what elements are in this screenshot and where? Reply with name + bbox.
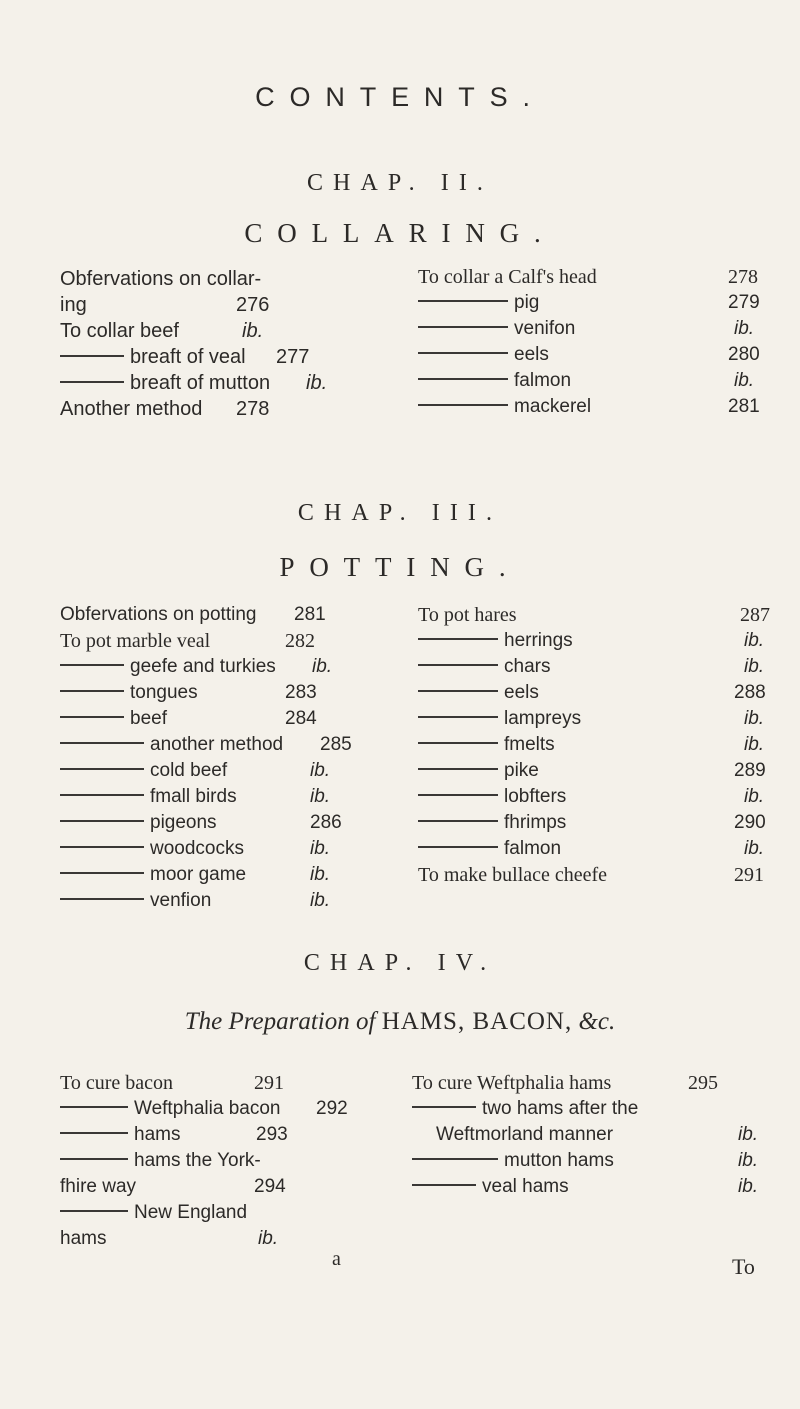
toc-entry: mutton hams ib.: [412, 1150, 772, 1176]
catchword: To: [732, 1254, 755, 1279]
toc-entry: fhrimps 290: [418, 812, 768, 838]
chap4-heading: CHAP. IV.: [303, 950, 497, 976]
toc-entry: eels 288: [418, 682, 768, 708]
toc-entry: To collar a Calf's head 278: [418, 266, 758, 288]
toc-entry: falmon ib.: [418, 370, 768, 396]
toc-entry: chars ib.: [418, 656, 768, 682]
toc-entry: woodcocks ib.: [60, 838, 400, 864]
toc-entry: pigeons 286: [60, 812, 400, 838]
toc-entry: lampreys ib.: [418, 708, 768, 734]
toc-entry: herrings ib.: [418, 630, 768, 656]
toc-entry: beef 284: [60, 708, 400, 734]
toc-entry: Another method 278: [60, 398, 270, 420]
toc-entry: breaft of mutton ib.: [60, 372, 390, 398]
toc-entry: pig 279: [418, 292, 768, 318]
chap4-left-column: [60, 1072, 400, 1254]
toc-entry: hams ib.: [60, 1228, 279, 1249]
toc-entry: venifon ib.: [418, 318, 768, 344]
chap3-subject: POTTING.: [279, 552, 521, 582]
toc-entry: breaft of veal 277: [60, 346, 390, 372]
toc-entry: New England: [60, 1202, 400, 1228]
toc-entry: To pot hares 287: [418, 604, 770, 626]
toc-entry: falmon ib.: [418, 838, 768, 864]
toc-entry: venfion ib.: [60, 890, 400, 916]
toc-entry: To make bullace cheefe 291: [418, 864, 764, 886]
toc-entry: Obfervations on collar-: [60, 268, 262, 290]
chap2-heading: CHAP. II.: [306, 170, 494, 196]
toc-entry: veal hams ib.: [412, 1176, 772, 1202]
toc-entry: ing 276: [60, 294, 270, 316]
toc-entry: tongues 283: [60, 682, 400, 708]
toc-entry: fmelts ib.: [418, 734, 768, 760]
chap2-right-column: [418, 266, 768, 422]
chap4-subject: The Preparation of HAMS, BACON, &c.: [184, 1008, 616, 1035]
toc-entry: To cure Weftphalia hams 295: [412, 1072, 718, 1094]
toc-entry: Obfervations on potting 281: [60, 604, 326, 625]
toc-entry: pike 289: [418, 760, 768, 786]
toc-entry: mackerel 281: [418, 396, 768, 422]
toc-entry: lobfters ib.: [418, 786, 768, 812]
chap4-right-column: [412, 1072, 772, 1202]
toc-entry: cold beef ib.: [60, 760, 400, 786]
chap3-heading: CHAP. III.: [297, 500, 503, 526]
toc-entry: two hams after the: [412, 1098, 772, 1124]
chap3-right-column: [418, 604, 768, 890]
toc-entry: moor game ib.: [60, 864, 400, 890]
chap3-left-column: [60, 604, 400, 916]
toc-entry: geefe and turkies ib.: [60, 656, 400, 682]
toc-entry: To pot marble veal 282: [60, 630, 315, 652]
chap2-subject: COLLARING.: [244, 218, 556, 248]
toc-entry: hams 293: [60, 1124, 400, 1150]
toc-entry: hams the York-: [60, 1150, 400, 1176]
signature-mark: a: [332, 1248, 341, 1270]
chap2-left-column: [60, 268, 390, 424]
toc-entry: fhire way 294: [60, 1176, 286, 1197]
toc-entry: Weftphalia bacon 292: [60, 1098, 400, 1124]
toc-entry: To collar beef ib.: [60, 320, 264, 342]
page-title: CONTENTS.: [255, 82, 545, 112]
toc-entry: eels 280: [418, 344, 768, 370]
toc-entry: Weftmorland manner ib.: [436, 1124, 759, 1145]
toc-entry: another method 285: [60, 734, 400, 760]
toc-entry: To cure bacon 291: [60, 1072, 284, 1094]
toc-entry: fmall birds ib.: [60, 786, 400, 812]
